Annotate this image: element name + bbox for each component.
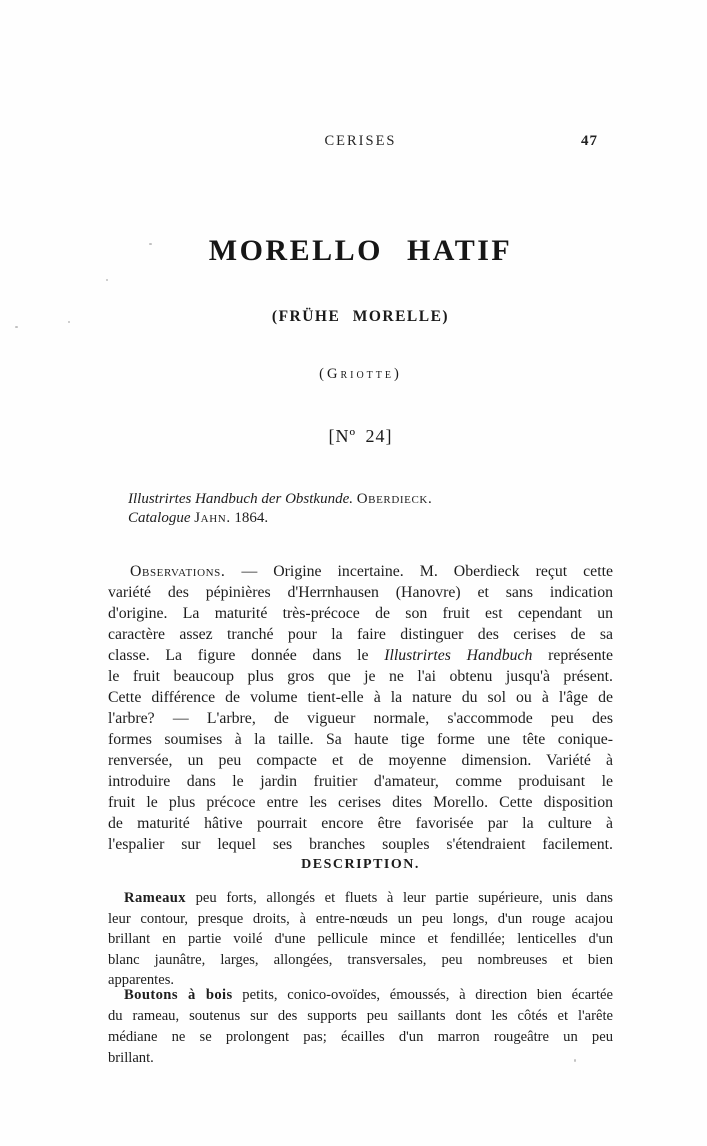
text-line [108, 1006, 613, 1027]
text-line [108, 792, 613, 813]
rameaux-paragraph [108, 888, 613, 991]
text-segment: brillant. [108, 1050, 154, 1066]
text-segment: du rameau, soutenus sur des supports peu saillants dont les côtés et l'arête [108, 1008, 613, 1024]
text-segment: Catalogue [128, 510, 191, 526]
text-line [108, 582, 613, 603]
text-segment: d'origine. La maturité très-précoce de son fruit est cependant un [108, 605, 613, 622]
text-segment: blanc jaunâtre, larges, allongées, transversales, peu nombreuses et bien [108, 951, 613, 968]
text-segment: variété des pépinières d'Herrnhausen (Hanovre) et sans indication [108, 584, 613, 601]
running-header [108, 133, 613, 153]
synonym-german: (FRÜHE MORELLE) [271, 308, 450, 325]
variety-title: MORELLO HATIF [208, 234, 513, 267]
text-line [108, 888, 613, 909]
section-title: CERISES [324, 133, 397, 149]
text-line [108, 985, 613, 1006]
scan-speck [15, 326, 18, 328]
text-segment: introduire dans le jardin fruitier d'amateur, comme produisant le [108, 773, 613, 790]
text-line [128, 490, 613, 509]
text-line [108, 645, 613, 666]
text-segment: Rameaux [124, 890, 186, 906]
text-line [108, 1027, 613, 1048]
text-line [108, 561, 613, 582]
text-line [108, 1048, 613, 1069]
text-line [128, 509, 613, 528]
text-line [108, 813, 613, 834]
text-segment: peu forts, allongés et fluets à leur partie supérieure, unis dans [185, 890, 613, 906]
text-segment: fruit le plus précoce entre les cerises dites Morello. Cette disposition [108, 794, 613, 811]
text-segment: le fruit beaucoup plus gros que je ne l'ai obtenu jusqu'à présent. [108, 668, 613, 685]
text-segment: Boutons à bois [124, 987, 233, 1003]
text-segment: renversée, un peu compacte et de moyenne dimension. Variété à [108, 752, 613, 769]
text-line [108, 909, 613, 930]
description-heading: DESCRIPTION. [301, 857, 420, 872]
boutons-paragraph [108, 985, 613, 1069]
text-segment: de maturité hâtive pourrait encore être favorisée par la culture à [108, 815, 613, 832]
scan-speck [574, 1059, 576, 1062]
catalog-number: [Nº 24] [328, 426, 393, 446]
scan-speck [106, 279, 108, 281]
text-line [108, 729, 613, 750]
text-line [108, 929, 613, 950]
scan-speck [68, 321, 70, 323]
scan-speck [149, 243, 152, 245]
page-number: 47 [581, 133, 598, 149]
text-segment: l'espalier sur lequel ses branches souples s'étendraient facilement. [108, 836, 613, 853]
text-segment: Oberdieck. [356, 491, 433, 507]
text-segment: Jahn. [194, 510, 231, 526]
text-line [108, 624, 613, 645]
text-line [108, 603, 613, 624]
text-segment: médiane ne se prolongent pas; écailles d'un marron rougeâtre un peu [108, 1029, 613, 1045]
text-line [108, 950, 613, 971]
synonym-french: (Griotte) [319, 366, 402, 382]
text-segment: Observations. [130, 563, 226, 580]
text-segment: Cette différence de volume tient-elle à la nature du sol ou à l'âge de [108, 689, 613, 706]
text-segment: — Origine incertaine. M. Oberdieck reçut cette [225, 563, 613, 580]
text-segment: représente [532, 647, 613, 664]
text-segment: petits, conico-ovoïdes, émoussés, à direction bien écartée [232, 987, 613, 1003]
text-line [108, 687, 613, 708]
text-line [108, 708, 613, 729]
text-segment: Illustrirtes Handbuch der Obstkunde. [128, 491, 353, 507]
reference-list [128, 490, 613, 528]
text-line [108, 666, 613, 687]
observations-paragraph [108, 561, 613, 855]
text-line [108, 750, 613, 771]
text-segment: apparentes. [108, 972, 175, 988]
text-segment: l'arbre? — L'arbre, de vigueur normale, s'accommode peu des [108, 710, 613, 727]
text-segment: caractère assez tranché pour la faire distinguer des cerises de sa [108, 626, 613, 643]
text-segment: formes soumises à la taille. Sa haute tige forme une tête conique- [108, 731, 613, 748]
text-segment: brillant en partie voilé d'une pellicule mince et fendillée; lenticelles d'un [108, 931, 613, 947]
text-segment: leur contour, presque droits, à entre-nœuds un peu longs, d'un rouge acajou [108, 910, 613, 927]
text-segment: classe. La figure donnée dans le [108, 647, 385, 664]
text-segment: 1864. [230, 510, 269, 526]
text-line [108, 771, 613, 792]
text-line [108, 834, 613, 855]
text-segment: Illustrirtes Handbuch [384, 647, 533, 664]
